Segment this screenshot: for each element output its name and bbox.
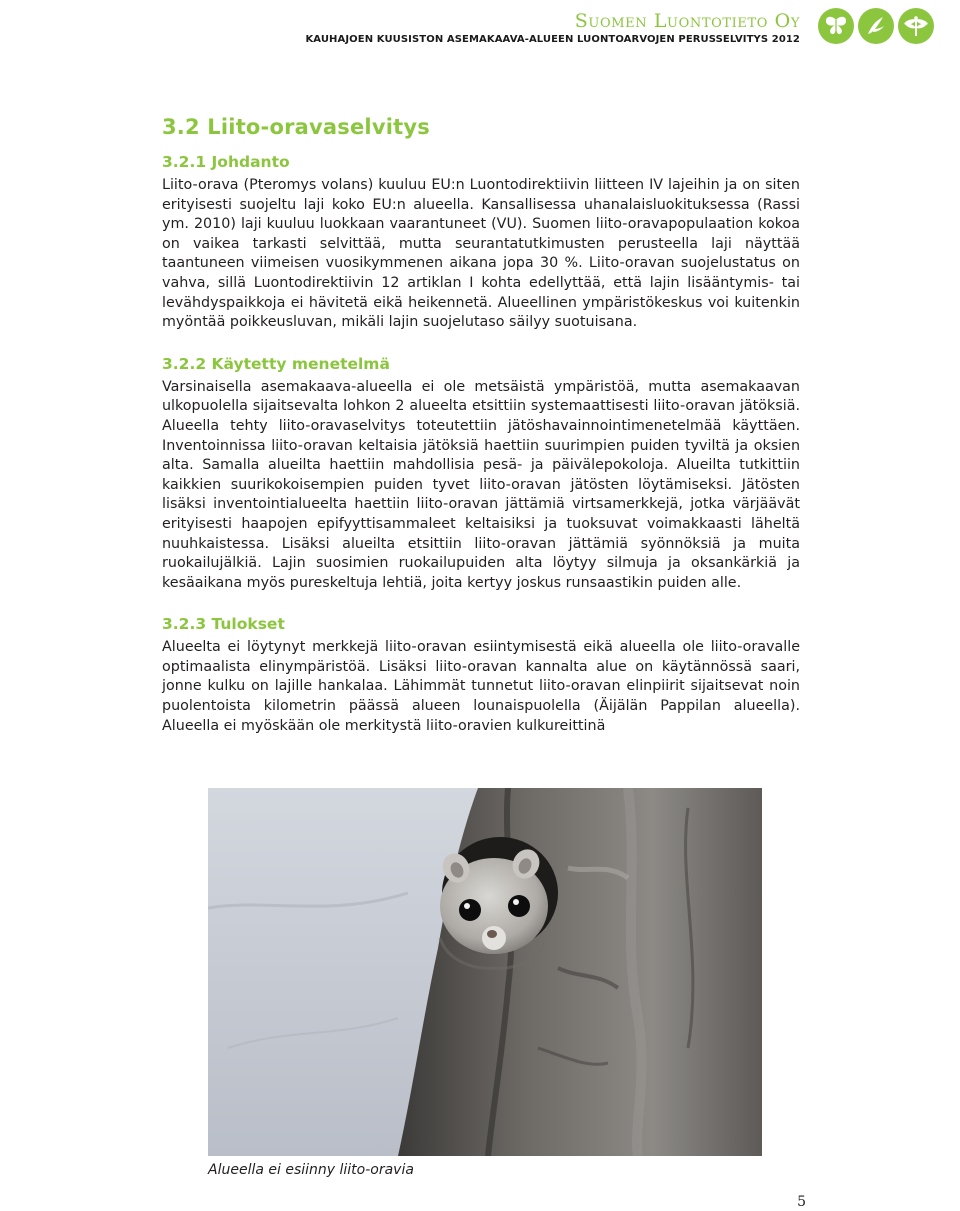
butterfly-icon (818, 8, 854, 44)
page-number: 5 (797, 1194, 806, 1210)
flying-squirrel-photo (208, 788, 762, 1156)
paragraph-tulokset: Alueelta ei löytynyt merkkejä liito-oravan esiintymisestä eikä alueella ole liito-oravalle optimaalista elinympäristöä. Lisäksi liito-oravan kannalta alue on käytännössä saari, jonne kulku on lajille hankalaa. Lähimmät tunnetut liito-oravan elinpiirit sijaitsevat noin puolentoista kilometrin päässä alueen lounaispuolella (Äijälän Pappilan alueella). Alueella ei myöskään ole merkitystä liito-oravien kulkureittinä (162, 639, 800, 734)
section-heading: 3.2 Liito-oravaselvitys (162, 115, 430, 139)
company-name: Suomen Luontotieto Oy (574, 10, 800, 32)
subsection-heading-tulokset: 3.2.3 Tulokset (162, 615, 285, 634)
section-content (162, 114, 800, 736)
subsection-heading-johdanto: 3.2.1 Johdanto (162, 153, 290, 171)
bird-icon (858, 8, 894, 44)
figure-caption: Alueella ei esiinny liito-oravia (208, 1162, 414, 1178)
report-title: KAUHAJOEN KUUSISTON ASEMAKAAVA-ALUEEN LUONTOARVOJEN PERUSSELVITYS 2012 (305, 34, 800, 45)
page-header (305, 10, 800, 46)
paragraph-johdanto: Liito-orava (Pteromys volans) kuuluu EU:n Luontodirektiivin liitteen IV lajeihin ja on siten erityisesti suojeltu laji koko EU:n alueella. Kansallisessa uhanalaisluokituksessa (Rassi ym. 2010) laji kuuluu luokkaan vaarantuneet (VU). Suomen liito-oravapopulaation kokoa on vaikea tarkasti selvittää, mutta seurantatutkimusten perusteella laji näyttää taantuneen viimeisen vuosikymmenen aikana jopa 30 %. Liito-oravan suojelustatus on vahva, sillä Luontodirektiivin 12 artiklan I kohta edellyttää, että lajin lisääntymis- tai levähdyspaikkoja ei hävitetä eikä heikennetä. Alueellinen ympäristökeskus voi kuitenkin myöntää poikkeusluvan, mikäli lajin suojelutaso säilyy suotuisana. (162, 177, 800, 331)
header-logos (818, 8, 944, 46)
paragraph-menetelma: Varsinaisella asemakaava-alueella ei ole metsäistä ympäristöä, mutta asemakaavan ulkopuolella sijaitsevalta lohkon 2 alueelta etsittiin systemaattisesti liito-oravan jätöksiä. Alueella tehty liito-oravaselvitys toteutettiin jätöshavainnointimenetelmää käyttäen. Inventoinnissa liito-oravan keltaisia jätöksiä haettiin suurimpien puiden tyviltä ja oksien alta. Samalla alueilta haettiin mahdollisia pesä- ja päivälepokoloja. Alueilta tutkittiin kaikkien suurikokoisempien puiden tyvet liito-oravan jätösten löytämiseksi. Jätösten lisäksi inventointialueelta haettiin liito-oravan jättämiä virtsamerkkejä, jotka värjäävät erityisesti haapojen epifyyttisammaleet keltaisiksi ja tuoksuvat voimakkaasti läheltä nuuhkaistessa. Lisäksi alueilta etsittiin liito-oravan jättämiä syönnöksiä ja muita ruokailujälkiä. Lajin suosimien ruokailupuiden alta löytyy silmuja ja oksankärkiä ja kesäaikana myös pureskeltuja lehtiä, joita kertyy joskus runsaastikin puiden alle. (162, 378, 800, 591)
subsection-heading-menetelma: 3.2.2 Käytetty menetelmä (162, 354, 390, 373)
dragonfly-icon (898, 8, 934, 44)
